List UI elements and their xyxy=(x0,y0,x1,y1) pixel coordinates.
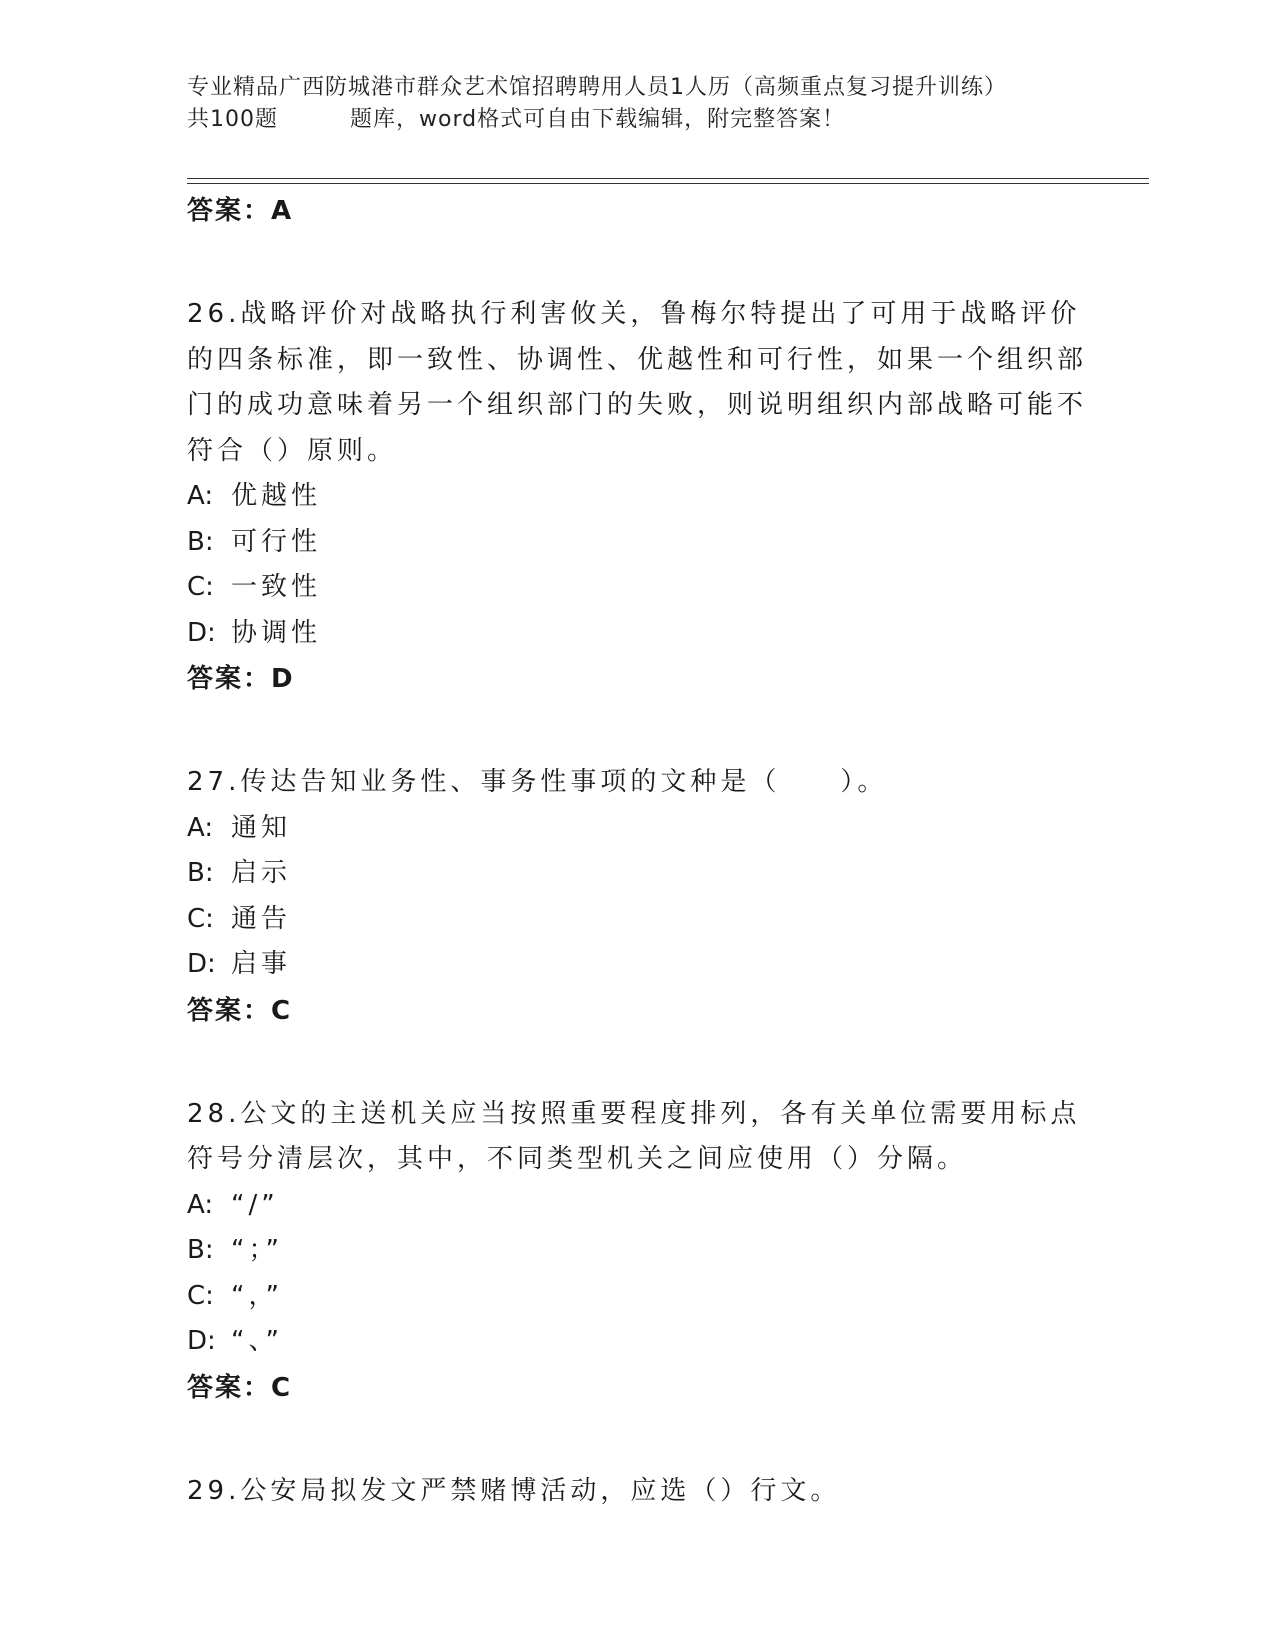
option-key: C: xyxy=(187,572,214,602)
answer-line: 答案：C xyxy=(187,1372,293,1403)
option-text: 优越性 xyxy=(231,481,322,511)
option-key: B: xyxy=(187,1235,214,1265)
option-c xyxy=(187,565,1087,611)
question-text: 28.公文的主送机关应当按照重要程度排列，各有关单位需要用标点符号分清层次，其中，不同类型机关之间应使用（）分隔。 xyxy=(187,1098,1081,1174)
answer-line: 答案：A xyxy=(187,196,294,226)
header-title: 专业精品广西防城港市群众艺术馆招聘聘用人员1人历（高频重点复习提升训练） xyxy=(187,75,1007,100)
option-text: “/” xyxy=(231,1189,279,1220)
option-text: 启示 xyxy=(231,858,292,888)
header-rule-top xyxy=(187,178,1149,179)
option-text: 启事 xyxy=(231,949,292,979)
option-key: A: xyxy=(187,1189,214,1220)
option-text: “，” xyxy=(231,1280,283,1311)
header-count: 共100题 xyxy=(187,107,278,132)
option-b xyxy=(187,1228,1087,1274)
option-text: “、” xyxy=(231,1326,283,1356)
document-header xyxy=(187,72,1087,136)
question-block xyxy=(187,292,1087,702)
option-d xyxy=(187,1319,1087,1365)
option-key: D: xyxy=(187,1326,216,1356)
option-a xyxy=(187,806,1087,852)
option-key: A: xyxy=(187,481,214,511)
option-key: B: xyxy=(187,858,214,888)
answer-line: 答案：D xyxy=(187,664,295,694)
option-a xyxy=(187,474,1087,520)
option-c xyxy=(187,1274,1087,1320)
option-d xyxy=(187,611,1087,657)
option-text: 协调性 xyxy=(231,617,322,648)
option-text: 通知 xyxy=(231,812,292,843)
question-text: 29.公安局拟发文严禁赌博活动，应选（）行文。 xyxy=(187,1475,841,1506)
option-b xyxy=(187,520,1087,566)
header-description: 题库，word格式可自由下载编辑，附完整答案！ xyxy=(350,107,846,132)
option-key: D: xyxy=(187,617,216,648)
option-key: C: xyxy=(187,1280,214,1311)
question-block xyxy=(187,1469,1087,1515)
question-text: 26.战略评价对战略执行利害攸关，鲁梅尔特提出了可用于战略评价的四条标准，即一致性、协调性、优越性和可行性，如果一个组织部门的成功意味着另一个组织部门的失败，则说明组织内部战略可能不符合（）原则。 xyxy=(187,299,1088,466)
option-d xyxy=(187,942,1087,988)
option-key: A: xyxy=(187,812,214,843)
option-b xyxy=(187,851,1087,897)
option-text: 通告 xyxy=(231,903,292,934)
option-text: “；” xyxy=(231,1235,283,1265)
question-text: 27.传达告知业务性、事务性事项的文种是（ ）。 xyxy=(187,767,888,797)
header-subtitle xyxy=(187,104,1087,136)
question-block xyxy=(187,760,1087,1034)
question-block xyxy=(187,1092,1087,1411)
header-rule-bottom xyxy=(187,183,1149,184)
option-key: D: xyxy=(187,949,216,979)
option-key: C: xyxy=(187,903,214,934)
option-text: 可行性 xyxy=(231,526,322,557)
question-list xyxy=(187,188,1087,1514)
option-key: B: xyxy=(187,526,214,557)
option-c xyxy=(187,897,1087,943)
answer-line: 答案：C xyxy=(187,995,293,1026)
option-text: 一致性 xyxy=(231,572,322,602)
option-a xyxy=(187,1183,1087,1229)
